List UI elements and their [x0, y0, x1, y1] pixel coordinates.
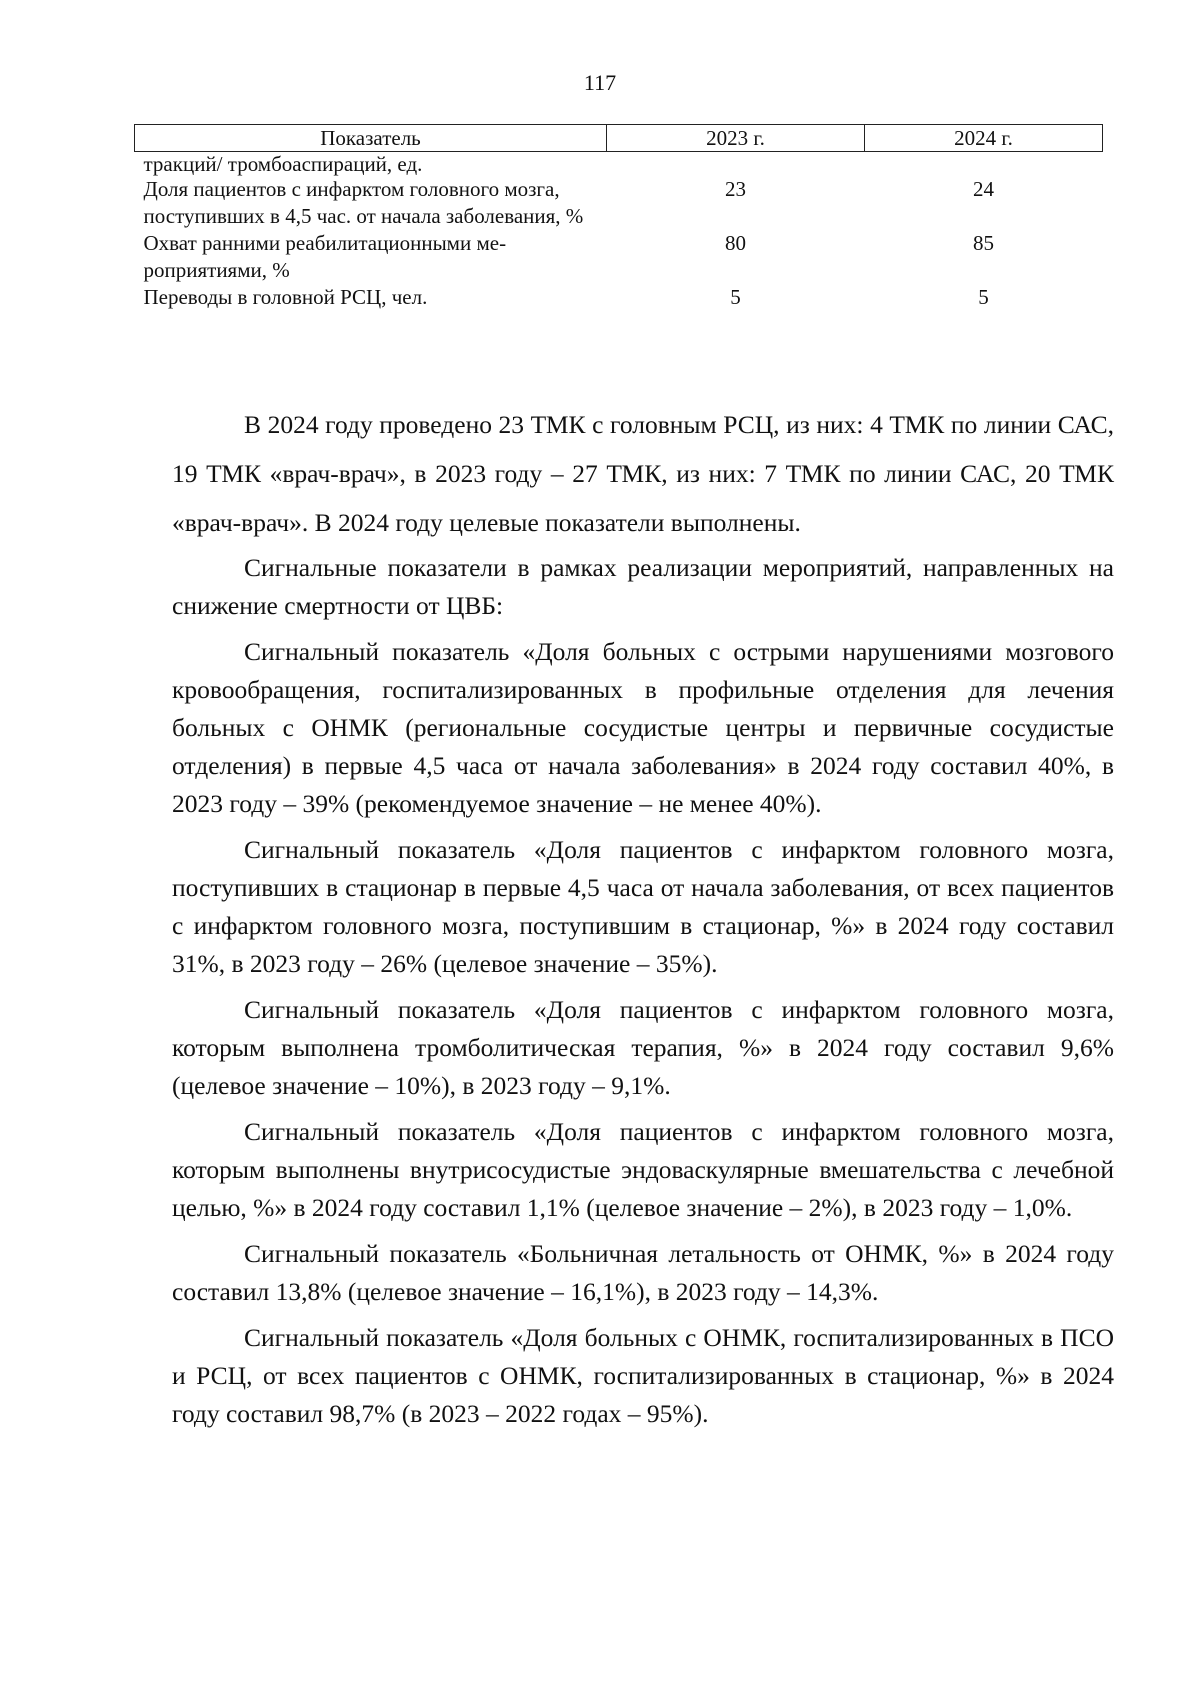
table-row	[135, 284, 1103, 311]
cell-2023: 23	[725, 177, 746, 201]
paragraph-signal-1: Сигнальный показатель «Доля больных с острыми нарушениями мозгового кровообращения, госпитализированных в профильные отделения для лечения больных с ОНМК (региональные сосудистые центры и первичные сосудистые отделения) в первые 4,5 часа от начала заболевания» в 2024 году составил 40%, в 2023 году – 39% (рекомендуемое значение – не менее 40%).	[172, 637, 1114, 818]
cell-2024: 5	[978, 285, 989, 309]
paragraph-signal-3: Сигнальный показатель «Доля пациентов с инфарктом головного мозга, которым выполнена тромболитическая терапия, %» в 2024 году составил 9,6% (целевое значение – 10%), в 2023 году – 9,1%.	[172, 995, 1114, 1100]
table-row	[135, 176, 1103, 230]
row-label: тракций/ тромбоаспираций, ед.	[143, 152, 423, 176]
indicator-table	[134, 124, 1102, 311]
row-label: Доля пациентов с инфарктом головного мозга, поступивших в 4,5 час. от начала заболевания, %	[143, 177, 584, 228]
header-indicator: Показатель	[135, 125, 607, 152]
paragraph-tmk: В 2024 году проведено 23 ТМК с головным РСЦ, из них: 4 ТМК по линии САС, 19 ТМК «врач-врач», в 2023 году – 27 ТМК, из них: 7 ТМК по линии САС, 20 ТМК «врач-врач». В 2024 году целевые показатели выполнены.	[172, 410, 1114, 537]
paragraph-signal-6: Сигнальный показатель «Доля больных с ОНМК, госпитализированных в ПСО и РСЦ, от всех пациентов с ОНМК, госпитализированных в стационар, %» в 2024 году составил 98,7% (в 2023 – 2022 годах – 95%).	[172, 1323, 1114, 1428]
row-label: Переводы в головной РСЦ, чел.	[143, 285, 428, 309]
cell-2024: 24	[973, 177, 994, 201]
paragraph-signal-intro: Сигнальные показатели в рамках реализации мероприятий, направленных на снижение смертности от ЦВБ:	[172, 553, 1114, 620]
cell-2023: 5	[730, 285, 741, 309]
cell-2024: 85	[973, 231, 994, 255]
page-number: 117	[583, 70, 617, 95]
paragraph-signal-5: Сигнальный показатель «Больничная летальность от ОНМК, %» в 2024 году составил 13,8% (целевое значение – 16,1%), в 2023 году – 14,3%.	[172, 1239, 1114, 1306]
header-2023: 2023 г.	[607, 125, 865, 152]
table-header-row	[135, 125, 1103, 152]
row-label: Охват ранними реабилитационными ме-роприятиями, %	[143, 231, 507, 282]
body-text	[172, 400, 1114, 1441]
table-row	[135, 152, 1103, 177]
header-2024: 2024 г.	[865, 125, 1103, 152]
paragraph-signal-4: Сигнальный показатель «Доля пациентов с инфарктом головного мозга, которым выполнены внутрисосудистые эндоваскулярные вмешательства с лечебной целью, %» в 2024 году составил 1,1% (целевое значение – 2%), в 2023 году – 1,0%.	[172, 1117, 1114, 1222]
table-row	[135, 230, 1103, 284]
cell-2023: 80	[725, 231, 746, 255]
paragraph-signal-2: Сигнальный показатель «Доля пациентов с инфарктом головного мозга, поступивших в стационар в первые 4,5 часа от начала заболевания, от всех пациентов с инфарктом головного мозга, поступившим в стационар, %» в 2024 году составил 31%, в 2023 году – 26% (целевое значение – 35%).	[172, 835, 1114, 978]
